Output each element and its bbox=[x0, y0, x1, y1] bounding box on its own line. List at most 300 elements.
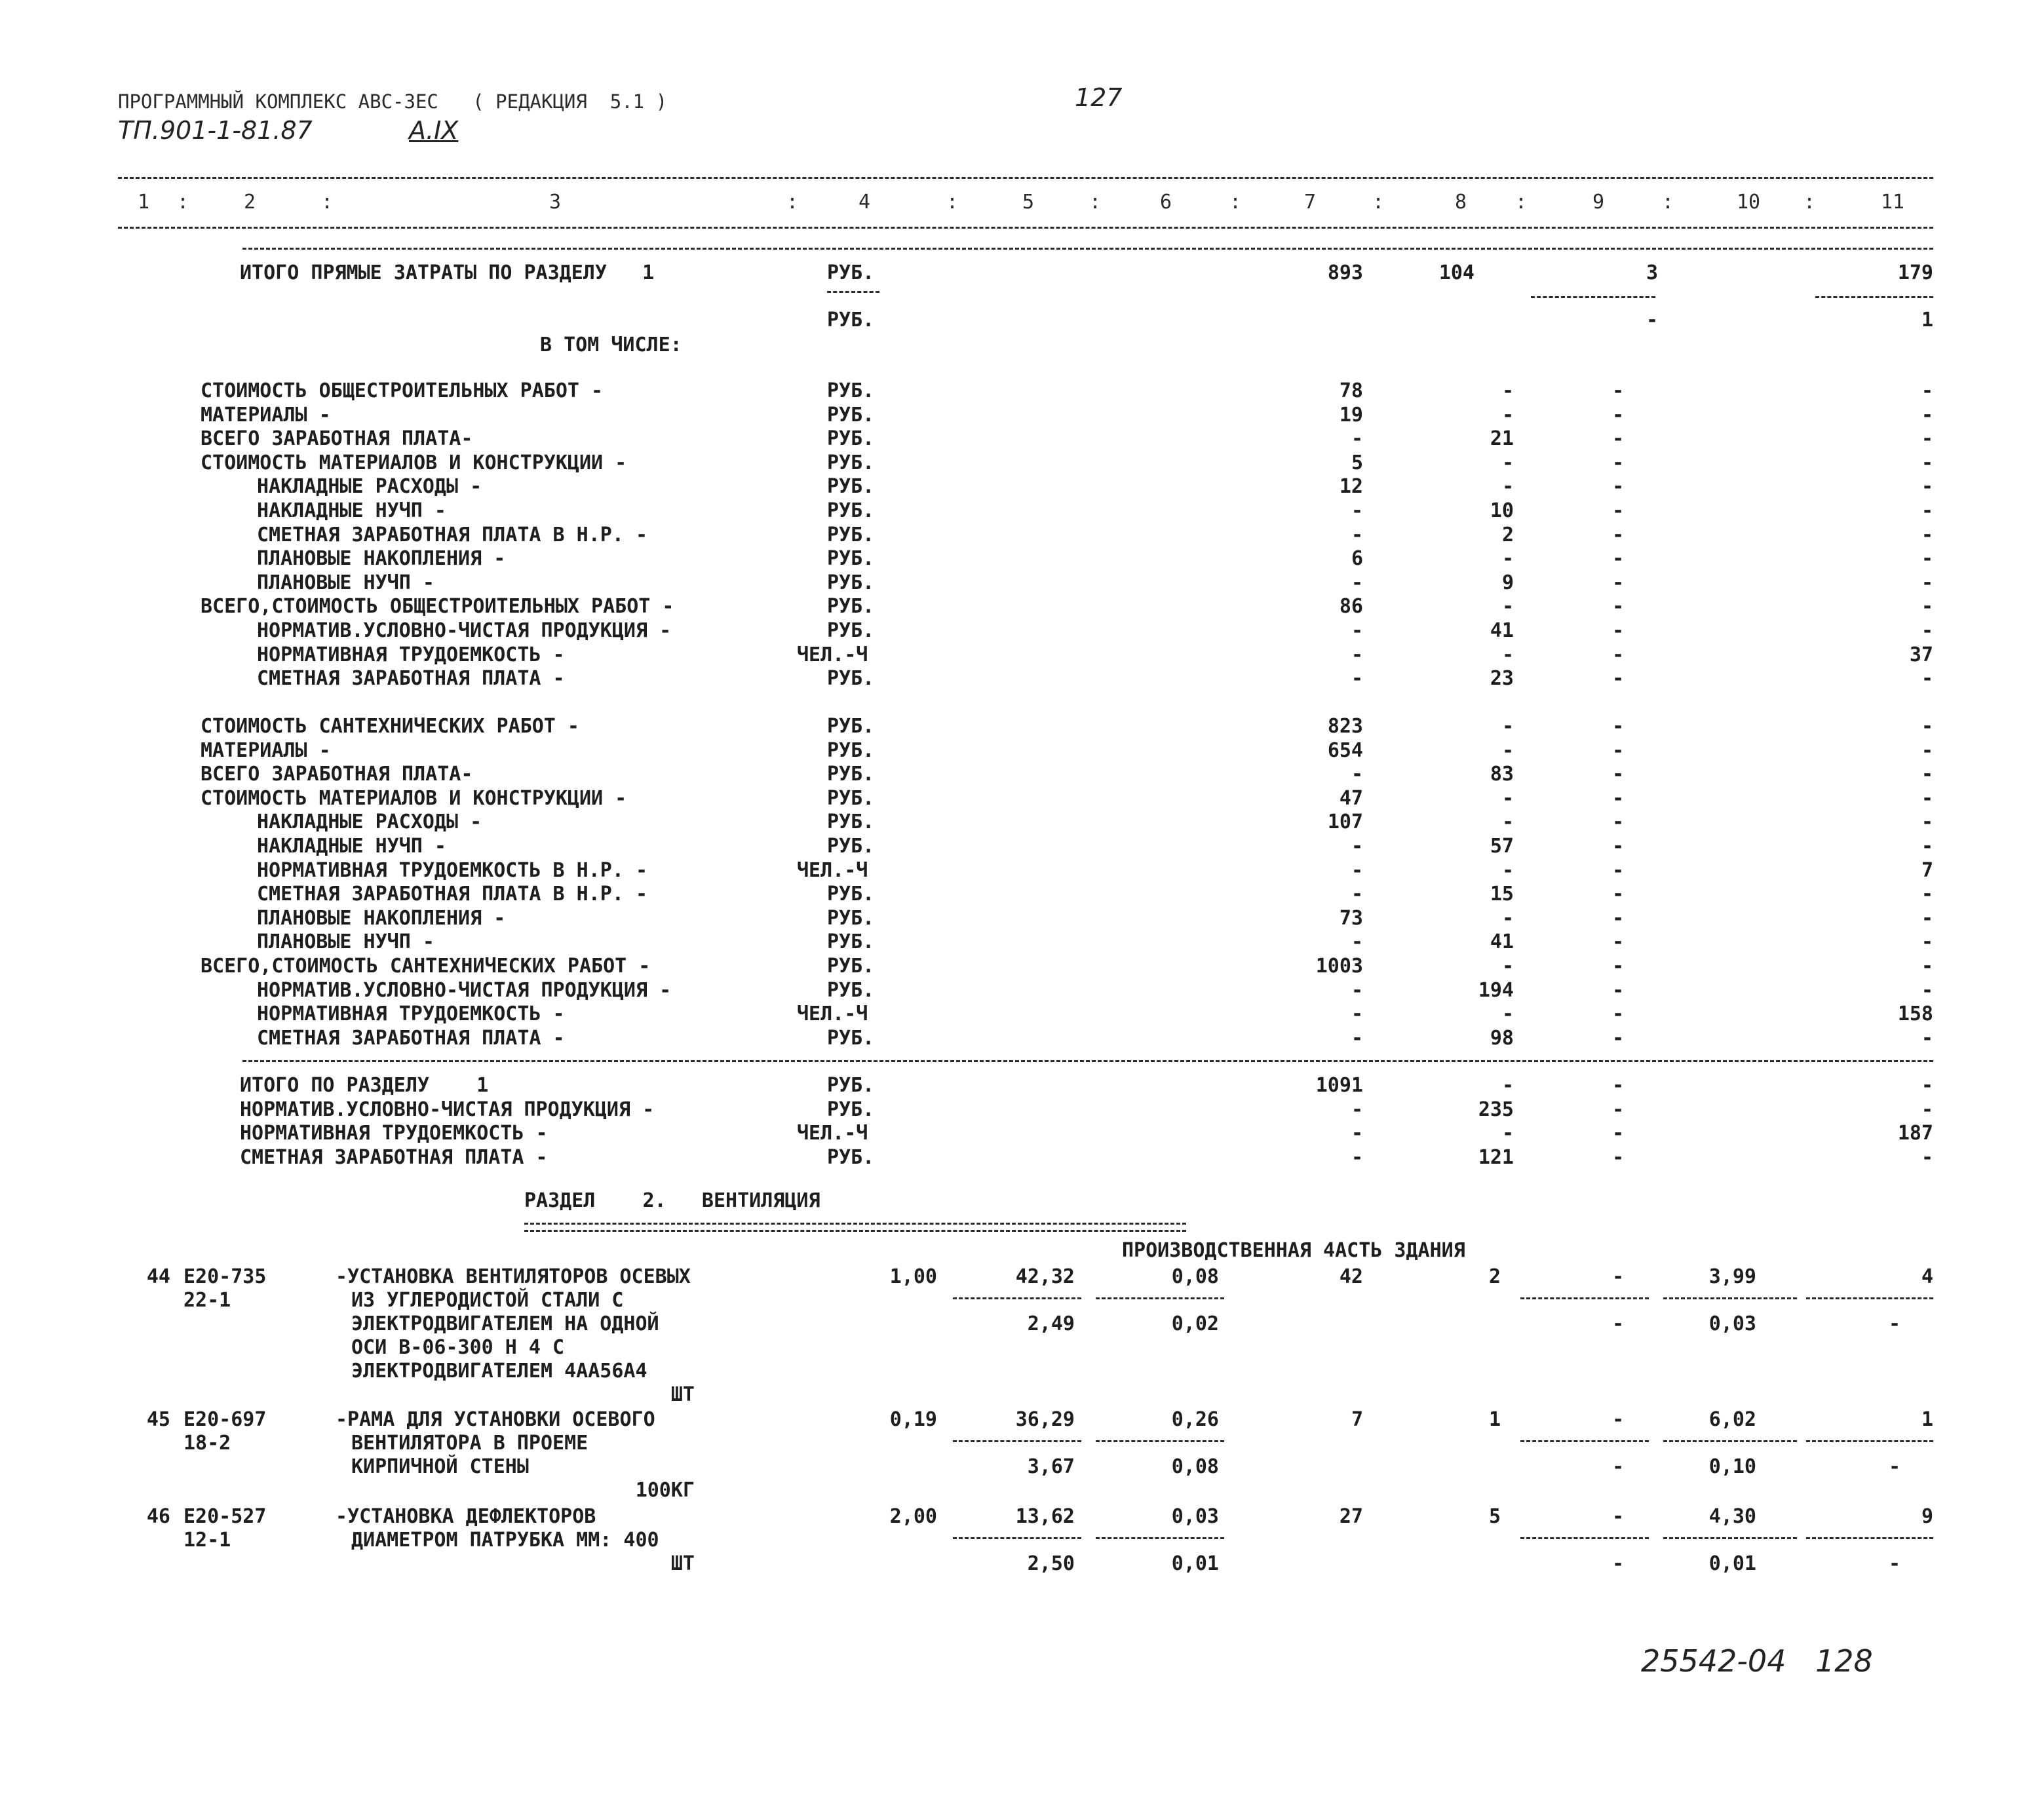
item-code-sub: 12-1 bbox=[183, 1529, 231, 1552]
section-total-c7: - bbox=[1351, 1122, 1363, 1145]
section1-total-c9b: - bbox=[1646, 309, 1658, 332]
plumbing-row-c9: - bbox=[1612, 930, 1625, 954]
section1-total-c7: 893 bbox=[1327, 261, 1363, 284]
plumbing-row-label: ВСЕГО ЗАРАБОТНАЯ ПЛАТА- bbox=[201, 763, 473, 786]
general-row-unit: РУБ. bbox=[827, 571, 875, 594]
general-row-c8: - bbox=[1501, 475, 1514, 499]
item-c10-rule bbox=[1663, 1537, 1797, 1539]
item-unit: ШТ bbox=[670, 1383, 695, 1406]
general-row-c9: - bbox=[1612, 475, 1625, 499]
plumbing-row-c7: 1003 bbox=[1315, 955, 1363, 978]
section-total-label: СМЕТНАЯ ЗАРАБОТНАЯ ПЛАТА - bbox=[240, 1145, 548, 1169]
plumbing-row-label: СТОИМОСТЬ МАТЕРИАЛОВ И КОНСТРУКЦИИ - bbox=[201, 786, 627, 810]
general-row-c7: - bbox=[1351, 643, 1363, 666]
plumbing-row-c11: - bbox=[1921, 786, 1933, 810]
section-total-c8: - bbox=[1501, 1074, 1514, 1097]
item-number: 46 bbox=[146, 1505, 170, 1528]
plumbing-row-unit: ЧЕЛ.-Ч bbox=[797, 1003, 868, 1026]
item-c9-wage: - bbox=[1612, 1552, 1625, 1575]
plumbing-row-c9: - bbox=[1612, 955, 1625, 978]
column-number-10: 10 bbox=[1737, 191, 1761, 214]
general-row-c7: - bbox=[1351, 619, 1363, 642]
plumbing-row-label: НОРМАТИВНАЯ ТРУДОЕМКОСТЬ В Н.Р. - bbox=[257, 858, 648, 882]
c11-underline bbox=[1815, 296, 1933, 298]
item-c6-wage: 0,02 bbox=[1171, 1312, 1219, 1335]
section-total-c7: - bbox=[1351, 1098, 1363, 1121]
plumbing-row-unit: РУБ. bbox=[827, 1026, 875, 1050]
plumbing-row-unit: РУБ. bbox=[827, 930, 875, 954]
item-c11-rule bbox=[1806, 1440, 1933, 1442]
header-rule-bottom bbox=[118, 227, 1933, 229]
plumbing-row-c11: - bbox=[1921, 883, 1933, 906]
general-row-c7: - bbox=[1351, 499, 1363, 522]
plumbing-row-c8: - bbox=[1501, 955, 1514, 978]
plumbing-row-c9: - bbox=[1612, 1026, 1625, 1050]
item-c10: 4,30 bbox=[1708, 1505, 1756, 1528]
item-description-line: ВЕНТИЛЯТОРА В ПРОЕМЕ bbox=[351, 1432, 588, 1455]
section2-title: РАЗДЕЛ 2. ВЕНТИЛЯЦИЯ bbox=[524, 1189, 820, 1212]
column-separator: : bbox=[946, 191, 959, 214]
column-number-2: 2 bbox=[244, 191, 256, 214]
plumbing-row-c11: - bbox=[1921, 1026, 1933, 1050]
item-quantity: 1,00 bbox=[889, 1265, 937, 1288]
item-c10-wage: 0,10 bbox=[1708, 1455, 1756, 1478]
header-rule-top bbox=[118, 177, 1933, 179]
general-row-c9: - bbox=[1612, 451, 1625, 474]
general-row-c9: - bbox=[1612, 499, 1625, 522]
column-separator: : bbox=[177, 191, 189, 214]
item-code: Е20-735 bbox=[183, 1265, 267, 1288]
item-c6-rule bbox=[1096, 1297, 1224, 1299]
plumbing-row-label: ПЛАНОВЫЕ НУЧП - bbox=[257, 930, 434, 954]
general-row-unit: РУБ. bbox=[827, 379, 875, 402]
item-c8: 1 bbox=[1488, 1408, 1501, 1431]
plumbing-row-label: НАКЛАДНЫЕ РАСХОДЫ - bbox=[257, 811, 482, 834]
plumbing-row-c9: - bbox=[1612, 763, 1625, 786]
general-row-c11: - bbox=[1921, 379, 1933, 402]
item-c6-rule bbox=[1096, 1537, 1224, 1539]
general-row-c11: - bbox=[1921, 667, 1933, 691]
general-row-c7: 19 bbox=[1339, 403, 1363, 427]
item-c9-wage: - bbox=[1612, 1455, 1625, 1478]
item-description-line: ОСИ В-06-300 Н 4 С bbox=[351, 1336, 565, 1359]
section-total-c8: - bbox=[1501, 1122, 1514, 1145]
general-row-c7: - bbox=[1351, 523, 1363, 546]
item-description-line: ЭЛЕКТРОДВИГАТЕЛЕМ НА ОДНОЙ bbox=[351, 1312, 659, 1335]
general-row-unit: РУБ. bbox=[827, 619, 875, 642]
column-separator: : bbox=[786, 191, 799, 214]
item-code: Е20-527 bbox=[183, 1505, 267, 1528]
section-total-label: НОРМАТИВ.УСЛОВНО-ЧИСТАЯ ПРОДУКЦИЯ - bbox=[240, 1098, 655, 1121]
general-row-c9: - bbox=[1612, 571, 1625, 594]
item-description-line: ИЗ УГЛЕРОДИСТОЙ СТАЛИ С bbox=[351, 1289, 624, 1312]
plumbing-row-label: СМЕТНАЯ ЗАРАБОТНАЯ ПЛАТА - bbox=[257, 1026, 565, 1050]
section-total-c7: - bbox=[1351, 1145, 1363, 1169]
plumbing-row-c8: 57 bbox=[1490, 835, 1514, 858]
plumbing-row-c11: - bbox=[1921, 930, 1933, 954]
item-c5-wage: 2,49 bbox=[1027, 1312, 1075, 1335]
plumbing-row-c11: - bbox=[1921, 835, 1933, 858]
general-row-label: СТОИМОСТЬ МАТЕРИАЛОВ И КОНСТРУКЦИИ - bbox=[201, 451, 627, 474]
general-row-label: ПЛАНОВЫЕ НУЧП - bbox=[257, 571, 434, 594]
item-c9-rule bbox=[1520, 1297, 1649, 1299]
plumbing-row-unit: РУБ. bbox=[827, 738, 875, 762]
item-c11-wage: - bbox=[1888, 1552, 1900, 1575]
general-row-unit: РУБ. bbox=[827, 547, 875, 571]
general-row-c11: - bbox=[1921, 595, 1933, 619]
general-row-c11: - bbox=[1921, 571, 1933, 594]
section1-total-label: ИТОГО ПРЯМЫЕ ЗАТРАТЫ ПО РАЗДЕЛУ 1 bbox=[240, 261, 655, 284]
plumbing-row-c11: - bbox=[1921, 906, 1933, 930]
general-row-c9: - bbox=[1612, 619, 1625, 642]
plumbing-row-c11: - bbox=[1921, 738, 1933, 762]
general-row-c7: - bbox=[1351, 667, 1363, 691]
section-total-c7: 1091 bbox=[1315, 1074, 1363, 1097]
general-row-unit: РУБ. bbox=[827, 595, 875, 619]
column-number-5: 5 bbox=[1022, 191, 1035, 214]
item-c5: 36,29 bbox=[1015, 1408, 1075, 1431]
general-row-c8: - bbox=[1501, 451, 1514, 474]
general-row-label: НАКЛАДНЫЕ НУЧП - bbox=[257, 499, 446, 522]
section-total-c9: - bbox=[1612, 1098, 1625, 1121]
section2-title-rule bbox=[524, 1223, 1186, 1232]
item-c8: 5 bbox=[1488, 1505, 1501, 1528]
item-c10: 6,02 bbox=[1708, 1408, 1756, 1431]
plumbing-row-label: НАКЛАДНЫЕ НУЧП - bbox=[257, 835, 446, 858]
section-total-c8: 121 bbox=[1478, 1145, 1514, 1169]
general-row-c7: 5 bbox=[1351, 451, 1363, 474]
plumbing-row-c9: - bbox=[1612, 835, 1625, 858]
item-quantity: 2,00 bbox=[889, 1505, 937, 1528]
plumbing-row-c9: - bbox=[1612, 906, 1625, 930]
item-c10-wage: 0,03 bbox=[1708, 1312, 1756, 1335]
plumbing-row-label: ПЛАНОВЫЕ НАКОПЛЕНИЯ - bbox=[257, 906, 506, 930]
section-total-unit: РУБ. bbox=[827, 1074, 875, 1097]
general-row-c11: - bbox=[1921, 403, 1933, 427]
plumbing-row-unit: РУБ. bbox=[827, 786, 875, 810]
section-total-label: НОРМАТИВНАЯ ТРУДОЕМКОСТЬ - bbox=[240, 1122, 548, 1145]
general-row-unit: ЧЕЛ.-Ч bbox=[797, 643, 868, 666]
plumbing-row-c7: - bbox=[1351, 835, 1363, 858]
general-row-unit: РУБ. bbox=[827, 427, 875, 451]
general-row-c9: - bbox=[1612, 595, 1625, 619]
plumbing-row-unit: РУБ. bbox=[827, 763, 875, 786]
column-number-8: 8 bbox=[1455, 191, 1467, 214]
plumbing-row-label: ВСЕГО,СТОИМОСТЬ САНТЕХНИЧЕСКИХ РАБОТ - bbox=[201, 955, 651, 978]
plumbing-row-c8: - bbox=[1501, 811, 1514, 834]
item-code-sub: 18-2 bbox=[183, 1432, 231, 1455]
section-total-c9: - bbox=[1612, 1074, 1625, 1097]
item-c9: - bbox=[1612, 1408, 1625, 1431]
item-description-line: -УСТАНОВКА ВЕНТИЛЯТОРОВ ОСЕВЫХ bbox=[336, 1265, 691, 1288]
general-row-c7: 6 bbox=[1351, 547, 1363, 571]
general-row-c7: - bbox=[1351, 427, 1363, 451]
item-c11-rule bbox=[1806, 1297, 1933, 1299]
general-row-label: ВСЕГО,СТОИМОСТЬ ОБЩЕСТРОИТЕЛЬНЫХ РАБОТ - bbox=[201, 595, 674, 619]
plumbing-row-unit: РУБ. bbox=[827, 883, 875, 906]
general-row-unit: РУБ. bbox=[827, 523, 875, 546]
plumbing-row-c9: - bbox=[1612, 786, 1625, 810]
item-c5: 42,32 bbox=[1015, 1265, 1075, 1288]
general-row-c8: 9 bbox=[1501, 571, 1514, 594]
general-row-c8: - bbox=[1501, 547, 1514, 571]
plumbing-row-c8: 98 bbox=[1490, 1026, 1514, 1050]
item-description-line: ЭЛЕКТРОДВИГАТЕЛЕМ 4АА56А4 bbox=[351, 1360, 647, 1383]
general-row-c8: 21 bbox=[1490, 427, 1514, 451]
section1-total-c8: 104 bbox=[1438, 261, 1475, 284]
plumbing-row-c7: - bbox=[1351, 930, 1363, 954]
plumbing-row-c7: - bbox=[1351, 858, 1363, 882]
general-row-label: НОРМАТИВНАЯ ТРУДОЕМКОСТЬ - bbox=[257, 643, 565, 666]
total-rule bbox=[242, 248, 1933, 250]
item-description-line: КИРПИЧНОЙ СТЕНЫ bbox=[351, 1455, 529, 1478]
plumbing-row-c8: 15 bbox=[1490, 883, 1514, 906]
general-row-c8: 41 bbox=[1490, 619, 1514, 642]
item-number: 45 bbox=[146, 1408, 170, 1431]
general-row-c11: - bbox=[1921, 523, 1933, 546]
item-c5-wage: 2,50 bbox=[1027, 1552, 1075, 1575]
general-row-c7: - bbox=[1351, 571, 1363, 594]
item-c9: - bbox=[1612, 1505, 1625, 1528]
plumbing-row-c8: - bbox=[1501, 1003, 1514, 1026]
plumbing-row-c8: 41 bbox=[1490, 930, 1514, 954]
plumbing-row-c11: - bbox=[1921, 811, 1933, 834]
plumbing-row-label: СМЕТНАЯ ЗАРАБОТНАЯ ПЛАТА В Н.Р. - bbox=[257, 883, 648, 906]
general-row-unit: РУБ. bbox=[827, 667, 875, 691]
item-c6-wage: 0,08 bbox=[1171, 1455, 1219, 1478]
section1-total-c11b: 1 bbox=[1921, 309, 1933, 332]
plumbing-row-c9: - bbox=[1612, 858, 1625, 882]
column-number-3: 3 bbox=[549, 191, 562, 214]
general-row-c9: - bbox=[1612, 523, 1625, 546]
general-row-label: НОРМАТИВ.УСЛОВНО-ЧИСТАЯ ПРОДУКЦИЯ - bbox=[257, 619, 672, 642]
general-row-c8: 2 bbox=[1501, 523, 1514, 546]
item-c7: 27 bbox=[1339, 1505, 1363, 1528]
item-c10-rule bbox=[1663, 1297, 1797, 1299]
section1-total-c11: 179 bbox=[1897, 261, 1933, 284]
item-description-line: ДИАМЕТРОМ ПАТРУБКА ММ: 400 bbox=[351, 1529, 659, 1552]
unit-underline bbox=[827, 291, 879, 293]
item-c8: 2 bbox=[1488, 1265, 1501, 1288]
item-c7: 42 bbox=[1339, 1265, 1363, 1288]
general-row-c9: - bbox=[1612, 667, 1625, 691]
section-total-unit: РУБ. bbox=[827, 1145, 875, 1169]
plumbing-row-c9: - bbox=[1612, 1003, 1625, 1026]
general-row-label: ВСЕГО ЗАРАБОТНАЯ ПЛАТА- bbox=[201, 427, 473, 451]
item-c5: 13,62 bbox=[1015, 1505, 1075, 1528]
section1-total-c9: 3 bbox=[1646, 261, 1658, 284]
plumbing-row-c8: 83 bbox=[1490, 763, 1514, 786]
general-row-c11: - bbox=[1921, 547, 1933, 571]
section-total-c11: - bbox=[1921, 1074, 1933, 1097]
item-c10-wage: 0,01 bbox=[1708, 1552, 1756, 1575]
program-title: ПРОГРАММНЫЙ КОМПЛЕКС АВС-3ЕС ( РЕДАКЦИЯ 5.1 ) bbox=[118, 90, 668, 113]
general-row-c8: - bbox=[1501, 403, 1514, 427]
plumbing-row-c8: - bbox=[1501, 738, 1514, 762]
plumbing-row-c9: - bbox=[1612, 883, 1625, 906]
general-row-c11: 37 bbox=[1909, 643, 1933, 666]
plumbing-row-c7: - bbox=[1351, 978, 1363, 1002]
plumbing-row-unit: РУБ. bbox=[827, 835, 875, 858]
section1-total-unit: РУБ. bbox=[827, 261, 875, 284]
including-note: В ТОМ ЧИСЛЕ: bbox=[540, 334, 682, 356]
plumbing-row-c9: - bbox=[1612, 738, 1625, 762]
general-row-c7: 12 bbox=[1339, 475, 1363, 499]
plumbing-row-label: НОРМАТИВ.УСЛОВНО-ЧИСТАЯ ПРОДУКЦИЯ - bbox=[257, 978, 672, 1002]
item-c6: 0,03 bbox=[1171, 1505, 1219, 1528]
general-row-unit: РУБ. bbox=[827, 403, 875, 427]
section-total-label: ИТОГО ПО РАЗДЕЛУ 1 bbox=[240, 1074, 489, 1097]
item-c11-rule bbox=[1806, 1537, 1933, 1539]
plumbing-row-c11: - bbox=[1921, 955, 1933, 978]
plumbing-row-label: МАТЕРИАЛЫ - bbox=[201, 738, 331, 762]
general-row-c11: - bbox=[1921, 475, 1933, 499]
project-code: ТП.901-1-81.87 bbox=[118, 116, 313, 145]
general-row-c9: - bbox=[1612, 643, 1625, 666]
page-number: 127 bbox=[1075, 83, 1123, 112]
general-row-label: СМЕТНАЯ ЗАРАБОТНАЯ ПЛАТА В Н.Р. - bbox=[257, 523, 648, 546]
plumbing-row-c8: - bbox=[1501, 715, 1514, 738]
plumbing-row-unit: РУБ. bbox=[827, 715, 875, 738]
plumbing-row-c7: 823 bbox=[1327, 715, 1363, 738]
item-description-line: -УСТАНОВКА ДЕФЛЕКТОРОВ bbox=[336, 1505, 596, 1528]
item-c11: 9 bbox=[1921, 1505, 1933, 1528]
plumbing-row-c8: - bbox=[1501, 858, 1514, 882]
plumbing-row-unit: РУБ. bbox=[827, 978, 875, 1002]
column-separator: : bbox=[1089, 191, 1102, 214]
general-row-c8: - bbox=[1501, 595, 1514, 619]
item-c5-rule bbox=[953, 1537, 1081, 1539]
plumbing-row-c7: 654 bbox=[1327, 738, 1363, 762]
column-number-4: 4 bbox=[858, 191, 871, 214]
item-unit: ШТ bbox=[670, 1552, 695, 1575]
section1-total-unit2: РУБ. bbox=[827, 309, 875, 332]
plumbing-row-c9: - bbox=[1612, 715, 1625, 738]
item-c11: 4 bbox=[1921, 1265, 1933, 1288]
plumbing-row-c11: - bbox=[1921, 763, 1933, 786]
general-row-unit: РУБ. bbox=[827, 475, 875, 499]
section-total-unit: РУБ. bbox=[827, 1098, 875, 1121]
item-c6-rule bbox=[1096, 1440, 1224, 1442]
item-c7: 7 bbox=[1351, 1408, 1363, 1431]
album-code: А.IX bbox=[409, 116, 459, 145]
general-row-c9: - bbox=[1612, 427, 1625, 451]
plumbing-row-unit: ЧЕЛ.-Ч bbox=[797, 858, 868, 882]
general-row-label: МАТЕРИАЛЫ - bbox=[201, 403, 331, 427]
general-row-c8: 23 bbox=[1490, 667, 1514, 691]
plumbing-row-unit: РУБ. bbox=[827, 955, 875, 978]
item-c9: - bbox=[1612, 1265, 1625, 1288]
general-row-label: СМЕТНАЯ ЗАРАБОТНАЯ ПЛАТА - bbox=[257, 667, 565, 691]
general-row-c9: - bbox=[1612, 547, 1625, 571]
column-separator: : bbox=[1229, 191, 1242, 214]
item-quantity: 0,19 bbox=[889, 1408, 937, 1431]
item-c11-wage: - bbox=[1888, 1312, 1900, 1335]
plumbing-row-c11: 7 bbox=[1921, 858, 1933, 882]
general-row-c7: 78 bbox=[1339, 379, 1363, 402]
section-total-c11: 187 bbox=[1897, 1122, 1933, 1145]
section2-subtitle: ПРОИЗВОДСТВЕННАЯ 4АСТЬ ЗДАНИЯ bbox=[1122, 1239, 1465, 1262]
section-total-rule bbox=[242, 1060, 1933, 1062]
column-separator: : bbox=[321, 191, 334, 214]
section-total-c8: 235 bbox=[1478, 1098, 1514, 1121]
section-total-unit: ЧЕЛ.-Ч bbox=[797, 1122, 868, 1145]
plumbing-row-c7: - bbox=[1351, 1026, 1363, 1050]
general-row-label: НАКЛАДНЫЕ РАСХОДЫ - bbox=[257, 475, 482, 499]
item-description-line: -РАМА ДЛЯ УСТАНОВКИ ОСЕВОГО bbox=[336, 1408, 655, 1431]
general-row-c11: - bbox=[1921, 427, 1933, 451]
plumbing-row-c11: - bbox=[1921, 715, 1933, 738]
item-c9-rule bbox=[1520, 1440, 1649, 1442]
section-total-c11: - bbox=[1921, 1145, 1933, 1169]
general-row-unit: РУБ. bbox=[827, 451, 875, 474]
plumbing-row-c7: 47 bbox=[1339, 786, 1363, 810]
plumbing-row-c11: - bbox=[1921, 978, 1933, 1002]
item-c11: 1 bbox=[1921, 1408, 1933, 1431]
plumbing-row-unit: РУБ. bbox=[827, 906, 875, 930]
plumbing-row-label: СТОИМОСТЬ САНТЕХНИЧЕСКИХ РАБОТ - bbox=[201, 715, 579, 738]
stamp-number: 25542-04 bbox=[1641, 1643, 1786, 1679]
section-total-c11: - bbox=[1921, 1098, 1933, 1121]
general-row-unit: РУБ. bbox=[827, 499, 875, 522]
plumbing-row-c7: 107 bbox=[1327, 811, 1363, 834]
column-number-6: 6 bbox=[1160, 191, 1172, 214]
general-row-c8: 10 bbox=[1490, 499, 1514, 522]
general-row-c11: - bbox=[1921, 619, 1933, 642]
general-row-c8: - bbox=[1501, 379, 1514, 402]
column-number-7: 7 bbox=[1304, 191, 1317, 214]
plumbing-row-c7: - bbox=[1351, 763, 1363, 786]
item-code-sub: 22-1 bbox=[183, 1289, 231, 1312]
item-c6-wage: 0,01 bbox=[1171, 1552, 1219, 1575]
section-total-c9: - bbox=[1612, 1122, 1625, 1145]
item-number: 44 bbox=[146, 1265, 170, 1288]
plumbing-row-c8: 194 bbox=[1478, 978, 1514, 1002]
general-row-label: ПЛАНОВЫЕ НАКОПЛЕНИЯ - bbox=[257, 547, 506, 571]
plumbing-row-c8: - bbox=[1501, 786, 1514, 810]
item-unit: 100КГ bbox=[635, 1479, 695, 1502]
column-number-11: 11 bbox=[1881, 191, 1905, 214]
general-row-c7: 86 bbox=[1339, 595, 1363, 619]
column-separator: : bbox=[1803, 191, 1816, 214]
plumbing-row-c7: 73 bbox=[1339, 906, 1363, 930]
general-row-c11: - bbox=[1921, 451, 1933, 474]
item-c5-rule bbox=[953, 1297, 1081, 1299]
plumbing-row-c11: 158 bbox=[1897, 1003, 1933, 1026]
item-c5-wage: 3,67 bbox=[1027, 1455, 1075, 1478]
plumbing-row-c9: - bbox=[1612, 978, 1625, 1002]
item-c11-wage: - bbox=[1888, 1455, 1900, 1478]
c9-underline bbox=[1531, 296, 1655, 298]
column-number-9: 9 bbox=[1592, 191, 1605, 214]
sheet-number: 128 bbox=[1815, 1643, 1873, 1679]
item-c10-rule bbox=[1663, 1440, 1797, 1442]
general-row-c8: - bbox=[1501, 643, 1514, 666]
general-row-c9: - bbox=[1612, 403, 1625, 427]
plumbing-row-c8: - bbox=[1501, 906, 1514, 930]
item-c9-rule bbox=[1520, 1537, 1649, 1539]
item-c10: 3,99 bbox=[1708, 1265, 1756, 1288]
item-c5-rule bbox=[953, 1440, 1081, 1442]
plumbing-row-c7: - bbox=[1351, 1003, 1363, 1026]
column-number-1: 1 bbox=[138, 191, 150, 214]
general-row-c9: - bbox=[1612, 379, 1625, 402]
plumbing-row-c9: - bbox=[1612, 811, 1625, 834]
general-row-label: СТОИМОСТЬ ОБЩЕСТРОИТЕЛЬНЫХ РАБОТ - bbox=[201, 379, 604, 402]
item-code: Е20-697 bbox=[183, 1408, 267, 1431]
column-separator: : bbox=[1515, 191, 1528, 214]
plumbing-row-c7: - bbox=[1351, 883, 1363, 906]
